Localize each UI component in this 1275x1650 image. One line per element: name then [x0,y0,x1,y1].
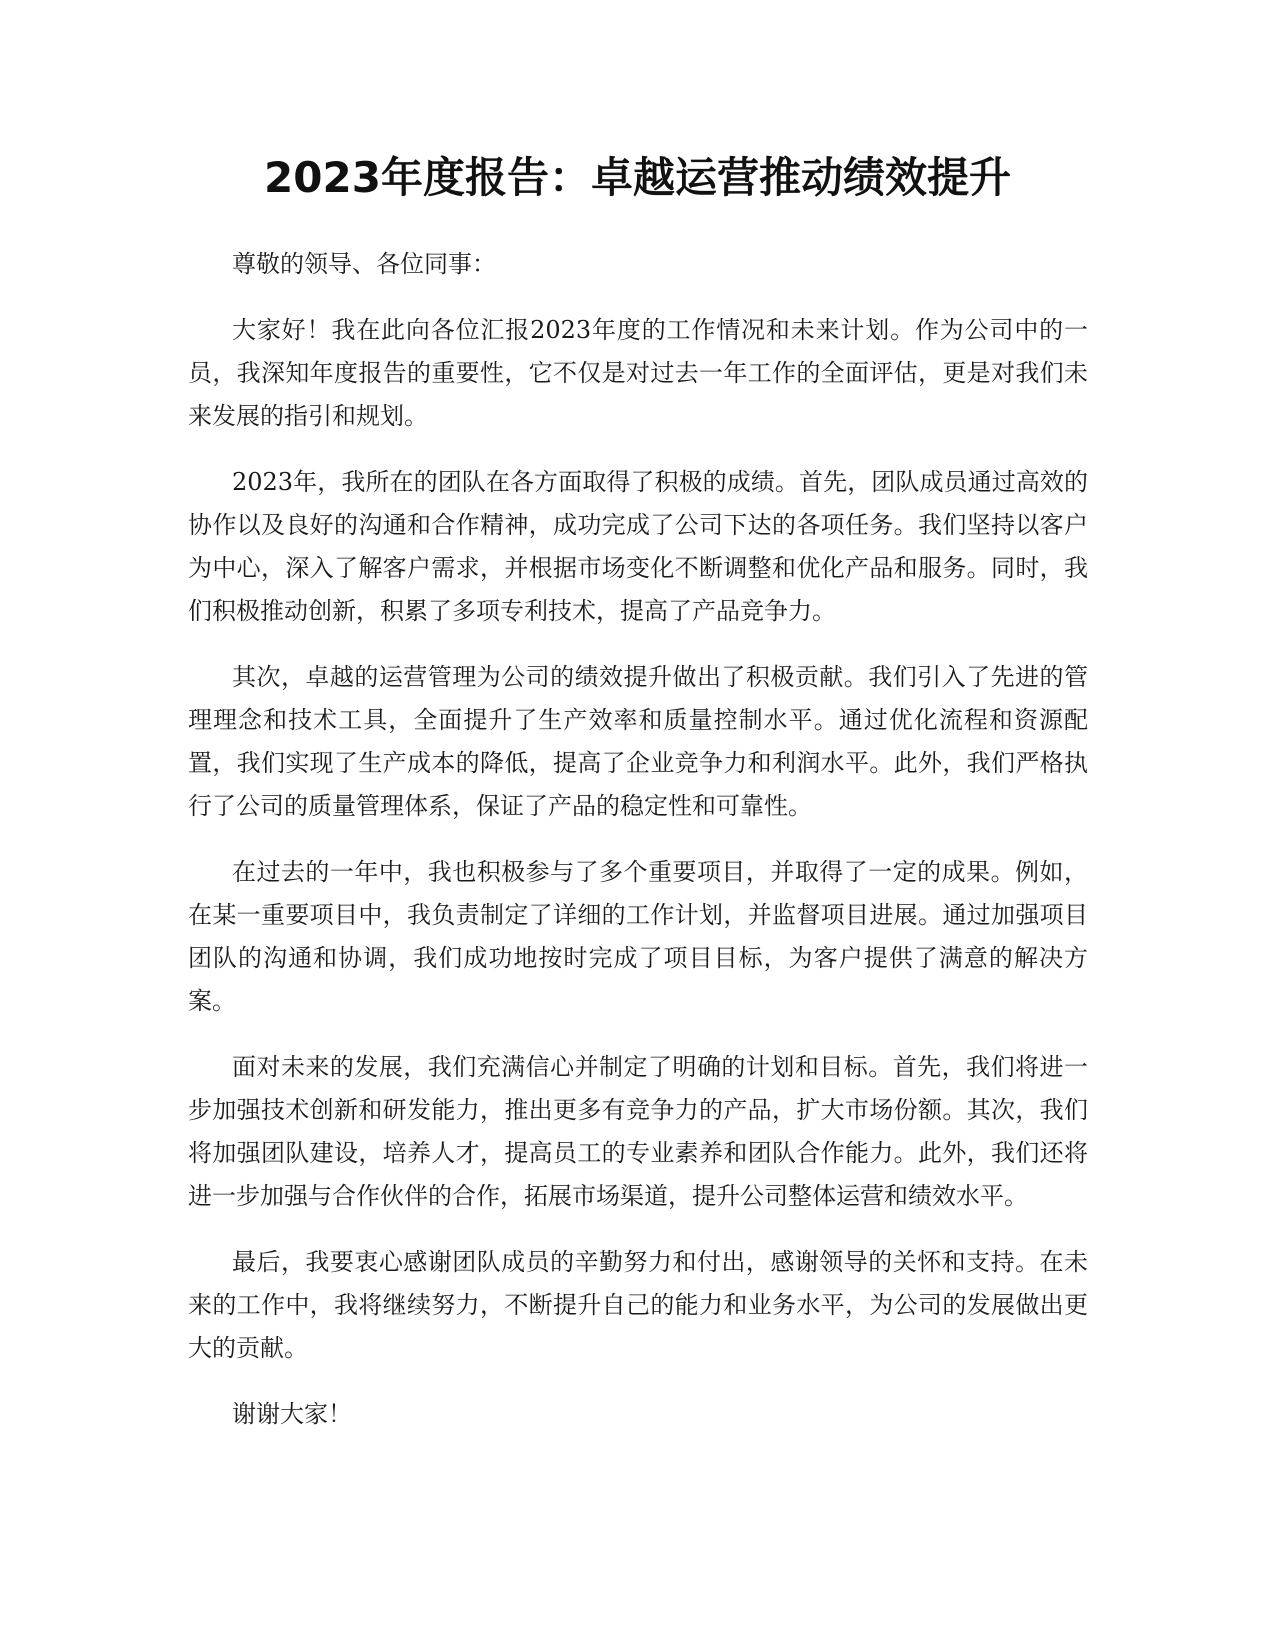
achievements-paragraph: 2023年，我所在的团队在各方面取得了积极的成绩。首先，团队成员通过高效的协作以及良好的沟通和合作精神，成功完成了公司下达的各项任务。我们坚持以客户为中心，深入了解客户需求，并根据市场变化不断调整和优化产品和服务。同时，我们积极推动创新，积累了多项专利技术，提高了产品竞争力。 [188,468,1088,625]
projects-paragraph: 在过去的一年中，我也积极参与了多个重要项目，并取得了一定的成果。例如，在某一重要项目中，我负责制定了详细的工作计划，并监督项目进展。通过加强项目团队的沟通和协调，我们成功地按时完成了项目目标，为客户提供了满意的解决方案。 [188,858,1088,1015]
document-body [188,243,1088,1459]
thanks-paragraph: 最后，我要衷心感谢团队成员的辛勤努力和付出，感谢领导的关怀和支持。在未来的工作中，我将继续努力，不断提升自己的能力和业务水平，为公司的发展做出更大的贡献。 [188,1248,1088,1362]
future-plans-paragraph: 面对未来的发展，我们充满信心并制定了明确的计划和目标。首先，我们将进一步加强技术创新和研发能力，推出更多有竞争力的产品，扩大市场份额。其次，我们将加强团队建设，培养人才，提高员工的专业素养和团队合作能力。此外，我们还将进一步加强与合作伙伴的合作，拓展市场渠道，提升公司整体运营和绩效水平。 [188,1053,1088,1210]
document-title: 2023年度报告：卓越运营推动绩效提升 [264,153,1011,202]
intro-paragraph: 大家好！我在此向各位汇报2023年度的工作情况和未来计划。作为公司中的一员，我深知年度报告的重要性，它不仅是对过去一年工作的全面评估，更是对我们未来发展的指引和规划。 [188,316,1088,430]
closing-paragraph: 谢谢大家！ [232,1400,352,1428]
operations-paragraph: 其次，卓越的运营管理为公司的绩效提升做出了积极贡献。我们引入了先进的管理理念和技术工具，全面提升了生产效率和质量控制水平。通过优化流程和资源配置，我们实现了生产成本的降低，提高了企业竞争力和利润水平。此外，我们严格执行了公司的质量管理体系，保证了产品的稳定性和可靠性。 [188,663,1088,820]
salutation-paragraph: 尊敬的领导、各位同事： [232,250,496,278]
